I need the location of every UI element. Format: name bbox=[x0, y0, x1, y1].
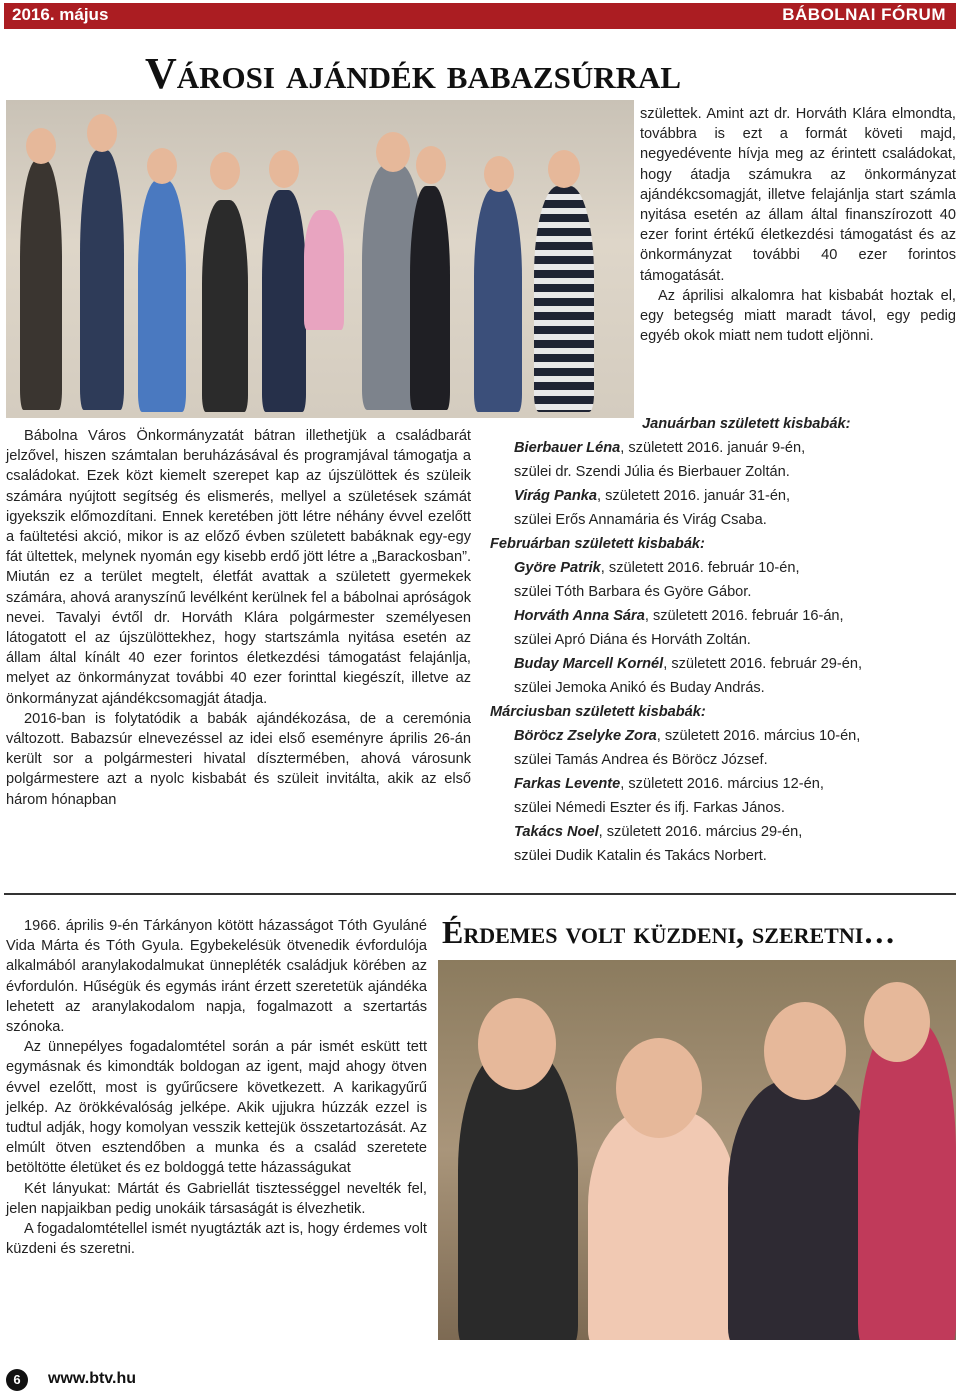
article-title: Városi ajándék babazsúrral bbox=[145, 49, 682, 98]
article-body-left bbox=[6, 426, 471, 810]
list-item: szülei dr. Szendi Júlia és Bierbauer Zoltán. bbox=[514, 464, 790, 480]
footer-url: www.btv.hu bbox=[48, 1370, 136, 1387]
list-item: Böröcz Zselyke Zora, született 2016. március 10-én, bbox=[514, 728, 861, 744]
issue-date: 2016. május bbox=[12, 5, 109, 24]
paragraph: születtek. Amint azt dr. Horváth Klára elmondta, továbbra is ezt a formát követi majd, negyedévente hívja meg az érintett családokat, hogy átadja számukra az önkormányzat ajándékcsomagját, illetve felajánlja start számla nyitása esetén az állam által finanszírozott 40 ezer forint értékű életkezdési támogatást és az önkormányzat további 40 ezer forintos támogatását. bbox=[640, 106, 956, 284]
paragraph: Bábolna Város Önkormányzatát bátran illethetjük a családbarát jelzővel, hiszen számtalan beruházásával és programjával támogatja a családokat. Ezek közt kiemelt szerepet kap az újszülöttek és szüleik számára nyújtott segítség és elismerés, mellyel a születések számát igyekszik előmozdítani. Ennek keretében jött létre néhány évvel ezelőtt a faültetési akció, mikor is az előző évben született babáknak egy-egy fát ültettek, melynek nyomán egy kisebb erdő jött létre a „Barackosban”. Miután ez a terület megtelt, életfát avattak a született gyermekek számára, ahová aranyszínű levélként kerülnek fel a bábolnai apróságok nevei. Tavalyi évtől dr. Horváth Klára polgármester személyesen látogatott el az újszülöttekhez, hogy startszámla nyitása esetén az állam által kínált 40 ezer forintos életkezdési támogatást felajánlja, melyet az önkormányzat további 40 ezer forinttal kiegészít, illetve az önkormányzat ajándékcsomagját átadja. bbox=[6, 428, 471, 707]
paragraph: Az áprilisi alkalomra hat kisbabát hoztak el, egy betegség miatt maradt távol, egy pedig egyéb okok miatt nem tudott eljönni. bbox=[640, 287, 956, 345]
list-item: szülei Tóth Barbara és Györe Gábor. bbox=[514, 584, 752, 600]
group-photo bbox=[6, 100, 634, 418]
article-body-right bbox=[640, 104, 956, 346]
list-item: Buday Marcell Kornél, született 2016. február 29-én, bbox=[514, 656, 862, 672]
list-item: Györe Patrik, született 2016. február 10-én, bbox=[514, 560, 800, 576]
list-item: szülei Némedi Eszter és ifj. Farkas János. bbox=[514, 800, 785, 816]
list-item: szülei Apró Diána és Horváth Zoltán. bbox=[514, 632, 751, 648]
article2-title: Érdemes volt küzdeni, szeretni… bbox=[442, 914, 896, 950]
list-item: Farkas Levente, született 2016. március 12-én, bbox=[514, 776, 824, 792]
publication-name: BÁBOLNAI FÓRUM bbox=[782, 5, 946, 24]
paragraph: 1966. április 9-én Tárkányon kötött házasságot Tóth Gyuláné Vida Márta és Tóth Gyula. Egybekelésük ötvenedik évfordulója alkalmából aranylakodalmukat ünnepléték családjuk körében az évfordulón. Hűségük és egymás iránt érzett szeretetük ajándéka lehetett az aranylakodalom napja, fogalmazott a szertartás szónoka. bbox=[6, 918, 427, 1036]
paragraph: Az ünnepélyes fogadalomtétel során a pár ismét eskütt tett egymásnak és kimondták boldogan az igent, majd ahogy ötven évvel ezelőtt, most is gyűrűcsere következett. A karikagyűrű jelkép. Az örökkévalóság jelképe. Akik ujjukra húzzák ezzel is tudtul adják, hogy komolyan vesszik kettejük összetartozását. Az elmúlt ötven esztendőben a munka és a család szeretete betöltötte életüket és ez boldoggá tette házasságukat bbox=[6, 1039, 427, 1177]
list-item: szülei Tamás Andrea és Böröcz József. bbox=[514, 752, 768, 768]
couple-photo bbox=[438, 960, 956, 1340]
list-item: Takács Noel, született 2016. március 29-én, bbox=[514, 824, 803, 840]
month-heading-february: Februárban született kisbabák: bbox=[490, 536, 705, 552]
list-item: szülei Jemoka Anikó és Buday András. bbox=[514, 680, 765, 696]
month-heading-march: Márciusban született kisbabák: bbox=[490, 704, 706, 720]
list-item: Bierbauer Léna, született 2016. január 9-én, bbox=[514, 440, 806, 456]
list-item: szülei Erős Annamária és Virág Csaba. bbox=[514, 512, 767, 528]
paragraph: 2016-ban is folytatódik a babák ajándékozása, de a ceremónia változott. Babazsúr elnevezéssel az idei első eseményre április 26-án került sor a polgármesteri hivatal dísztermében, ahová városunk polgármestere azt a nyolc kisbabát és szüleit invitálta, akik az első három hónapban bbox=[6, 710, 471, 808]
paragraph: A fogadalomtétellel ismét nyugtázták azt is, hogy érdemes volt küzdeni és szeretni. bbox=[6, 1221, 427, 1258]
list-item: szülei Dudik Katalin és Takács Norbert. bbox=[514, 848, 767, 864]
section-divider bbox=[4, 893, 956, 895]
month-heading-january: Januárban született kisbabák: bbox=[642, 416, 851, 432]
list-item: Horváth Anna Sára, született 2016. február 16-án, bbox=[514, 608, 844, 624]
page-number: 6 bbox=[6, 1369, 28, 1391]
baby-list bbox=[490, 412, 956, 868]
article2-body bbox=[6, 916, 427, 1259]
paragraph: Két lányukat: Mártát és Gabriellát tisztességgel nevelték fel, jelen napjaikban pedig unokáik társaságát is élvezhetik. bbox=[6, 1180, 427, 1217]
list-item: Virág Panka, született 2016. január 31-én, bbox=[514, 488, 791, 504]
